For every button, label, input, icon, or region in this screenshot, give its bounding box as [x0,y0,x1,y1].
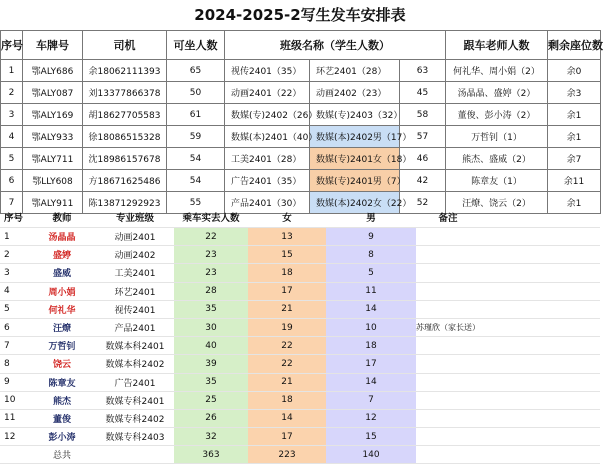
driver: 陈13871292923 [83,192,167,214]
class-name: 数媒专科2402 [96,409,174,427]
table-row [0,391,600,409]
driver: 刘13377866378 [83,82,167,104]
plate: 鄂LLY608 [23,170,83,192]
header-female: 女 [248,207,326,228]
actual-count: 22 [174,228,248,246]
female-count: 19 [248,318,326,336]
teacher-name: 饶云 [28,355,96,373]
actual-count: 40 [174,337,248,355]
class-name: 数媒专科2403 [96,428,174,446]
male-count: 15 [326,428,416,446]
total-label: 总共 [28,446,96,464]
capacity: 54 [167,170,225,192]
class-2: 环艺2401（28） [310,60,400,82]
remaining-seats: 余3 [548,82,601,104]
class-2: 动画2402（23） [310,82,400,104]
table-row [1,126,601,148]
class-name: 产品2401 [96,318,174,336]
table-row [0,318,600,336]
male-count: 7 [326,391,416,409]
remaining-seats: 余0 [548,60,601,82]
teacher-name: 董俊 [28,409,96,427]
male-count: 9 [326,228,416,246]
header-remaining: 剩余座位数 [548,31,601,60]
row-no: 7 [0,337,28,355]
student-count: 57 [400,126,446,148]
escort-teachers: 万哲钊（1） [446,126,548,148]
actual-count: 30 [174,318,248,336]
capacity: 55 [167,192,225,214]
total-actual: 363 [174,446,248,464]
female-count: 13 [248,228,326,246]
teacher-name: 盛婷 [28,246,96,264]
escort-teachers: 何礼华、周小娟（2） [446,60,548,82]
female-count: 22 [248,337,326,355]
male-count: 14 [326,300,416,318]
row-no: 10 [0,391,28,409]
male-count: 5 [326,264,416,282]
header-actual: 乘车实去人数 [174,207,248,228]
header-note: 备注 [416,207,480,228]
female-count: 15 [248,246,326,264]
female-count: 17 [248,282,326,300]
class-name: 数媒本科2401 [96,337,174,355]
capacity: 61 [167,104,225,126]
table-row [0,300,600,318]
row-no: 4 [0,282,28,300]
row-no: 4 [1,126,23,148]
class-name: 工美2401 [96,264,174,282]
class-2: 数媒(专)2403（32） [310,104,400,126]
table-row [0,228,600,246]
remaining-seats: 余11 [548,170,601,192]
class-name: 环艺2401 [96,282,174,300]
female-count: 22 [248,355,326,373]
class-2: 数媒(专)2401男（7） [310,170,400,192]
driver: 沈18986157678 [83,148,167,170]
female-count: 18 [248,264,326,282]
row-no: 7 [1,192,23,214]
note [416,264,480,282]
class-1: 视传2401（35） [225,60,310,82]
class-1: 数媒(本)2401（40） [225,126,310,148]
table-header-row [0,207,600,228]
note: 苏瑾欣（家长送） [416,318,480,336]
actual-count: 32 [174,428,248,446]
capacity: 65 [167,60,225,82]
header-capacity: 可坐人数 [167,31,225,60]
male-count: 18 [326,337,416,355]
table-row [0,355,600,373]
teacher-headcount-table [0,207,600,464]
actual-count: 35 [174,300,248,318]
capacity: 50 [167,82,225,104]
plate: 鄂ALY711 [23,148,83,170]
note [416,355,480,373]
total-male: 140 [326,446,416,464]
note [416,300,480,318]
class-2: 数媒(本)2402男（17） [310,126,400,148]
note [416,337,480,355]
male-count: 17 [326,355,416,373]
note [416,282,480,300]
teacher-name: 何礼华 [28,300,96,318]
male-count: 14 [326,373,416,391]
row-no: 1 [1,60,23,82]
female-count: 17 [248,428,326,446]
table-row [0,264,600,282]
table-row [1,60,601,82]
table-row [0,337,600,355]
table-row [0,428,600,446]
driver: 余18062111393 [83,60,167,82]
header-plate: 车牌号 [23,31,83,60]
note [416,428,480,446]
row-no: 5 [1,148,23,170]
table-row [1,82,601,104]
row-no: 2 [0,246,28,264]
header-male: 男 [326,207,416,228]
class-name: 动画2402 [96,246,174,264]
remaining-seats: 余7 [548,148,601,170]
table-row [1,170,601,192]
plate: 鄂ALY933 [23,126,83,148]
actual-count: 23 [174,246,248,264]
row-no: 11 [0,409,28,427]
total-row [0,446,600,464]
escort-teachers: 董俊、彭小涛（2） [446,104,548,126]
row-no: 6 [1,170,23,192]
actual-count: 26 [174,409,248,427]
row-no: 2 [1,82,23,104]
driver: 徐18086515328 [83,126,167,148]
driver: 胡18627705583 [83,104,167,126]
male-count: 11 [326,282,416,300]
table-row [0,409,600,427]
student-count: 52 [400,192,446,214]
remaining-seats: 余1 [548,192,601,214]
escort-teachers: 陈章友（1） [446,170,548,192]
note [416,391,480,409]
teacher-name: 陈章友 [28,373,96,391]
class-1: 工美2401（28） [225,148,310,170]
teacher-name: 汤晶晶 [28,228,96,246]
class-1: 动画2401（22） [225,82,310,104]
capacity: 59 [167,126,225,148]
row-no: 5 [0,300,28,318]
table-row [1,104,601,126]
class-1: 广告2401（35） [225,170,310,192]
row-no: 12 [0,428,28,446]
teacher-name: 周小娟 [28,282,96,300]
student-count: 45 [400,82,446,104]
escort-teachers: 汤晶晶、盛婷（2） [446,82,548,104]
female-count: 14 [248,409,326,427]
header-class: 专业班级 [96,207,174,228]
row-no: 6 [0,318,28,336]
teacher-name: 熊杰 [28,391,96,409]
table-row [0,282,600,300]
remaining-seats: 余1 [548,104,601,126]
female-count: 21 [248,300,326,318]
table-row [1,148,601,170]
plate: 鄂ALY686 [23,60,83,82]
capacity: 54 [167,148,225,170]
teacher-name: 万哲钊 [28,337,96,355]
actual-count: 28 [174,282,248,300]
teacher-name: 盛威 [28,264,96,282]
escort-teachers: 汪燎、饶云（2） [446,192,548,214]
class-2: 数媒(本)2402女（22） [310,192,400,214]
table-header-row [1,31,601,60]
teacher-name: 彭小涛 [28,428,96,446]
table-row [0,246,600,264]
female-count: 21 [248,373,326,391]
remaining-seats: 余1 [548,126,601,148]
class-name: 动画2401 [96,228,174,246]
plate: 鄂ALY087 [23,82,83,104]
note [416,373,480,391]
header-teachers: 跟车老师人数 [446,31,548,60]
class-name: 广告2401 [96,373,174,391]
actual-count: 35 [174,373,248,391]
actual-count: 39 [174,355,248,373]
row-no: 9 [0,373,28,391]
plate: 鄂ALY169 [23,104,83,126]
class-1: 产品2401（30） [225,192,310,214]
male-count: 12 [326,409,416,427]
escort-teachers: 熊杰、盛威（2） [446,148,548,170]
class-1: 数媒(专)2402（26） [225,104,310,126]
header-no: 序号 [1,31,23,60]
actual-count: 25 [174,391,248,409]
header-teacher: 教师 [28,207,96,228]
student-count: 63 [400,60,446,82]
note [416,228,480,246]
header-classes: 班级名称（学生人数） [225,31,446,60]
row-no: 1 [0,228,28,246]
header-driver: 司机 [83,31,167,60]
class-2: 数媒(专)2401女（18） [310,148,400,170]
row-no: 3 [0,264,28,282]
student-count: 58 [400,104,446,126]
table-row [0,373,600,391]
female-count: 18 [248,391,326,409]
note [416,246,480,264]
header-no: 序号 [0,207,28,228]
class-name: 数媒本科2402 [96,355,174,373]
teacher-name: 汪燎 [28,318,96,336]
page-title: 2024-2025-2写生发车安排表 [194,6,406,24]
class-name: 数媒专科2401 [96,391,174,409]
student-count: 46 [400,148,446,170]
plate: 鄂ALY911 [23,192,83,214]
male-count: 10 [326,318,416,336]
note [416,409,480,427]
row-no: 8 [0,355,28,373]
class-name: 视传2401 [96,300,174,318]
student-count: 42 [400,170,446,192]
total-female: 223 [248,446,326,464]
actual-count: 23 [174,264,248,282]
row-no: 3 [1,104,23,126]
bus-schedule-table [0,30,601,214]
male-count: 8 [326,246,416,264]
driver: 方18671625486 [83,170,167,192]
